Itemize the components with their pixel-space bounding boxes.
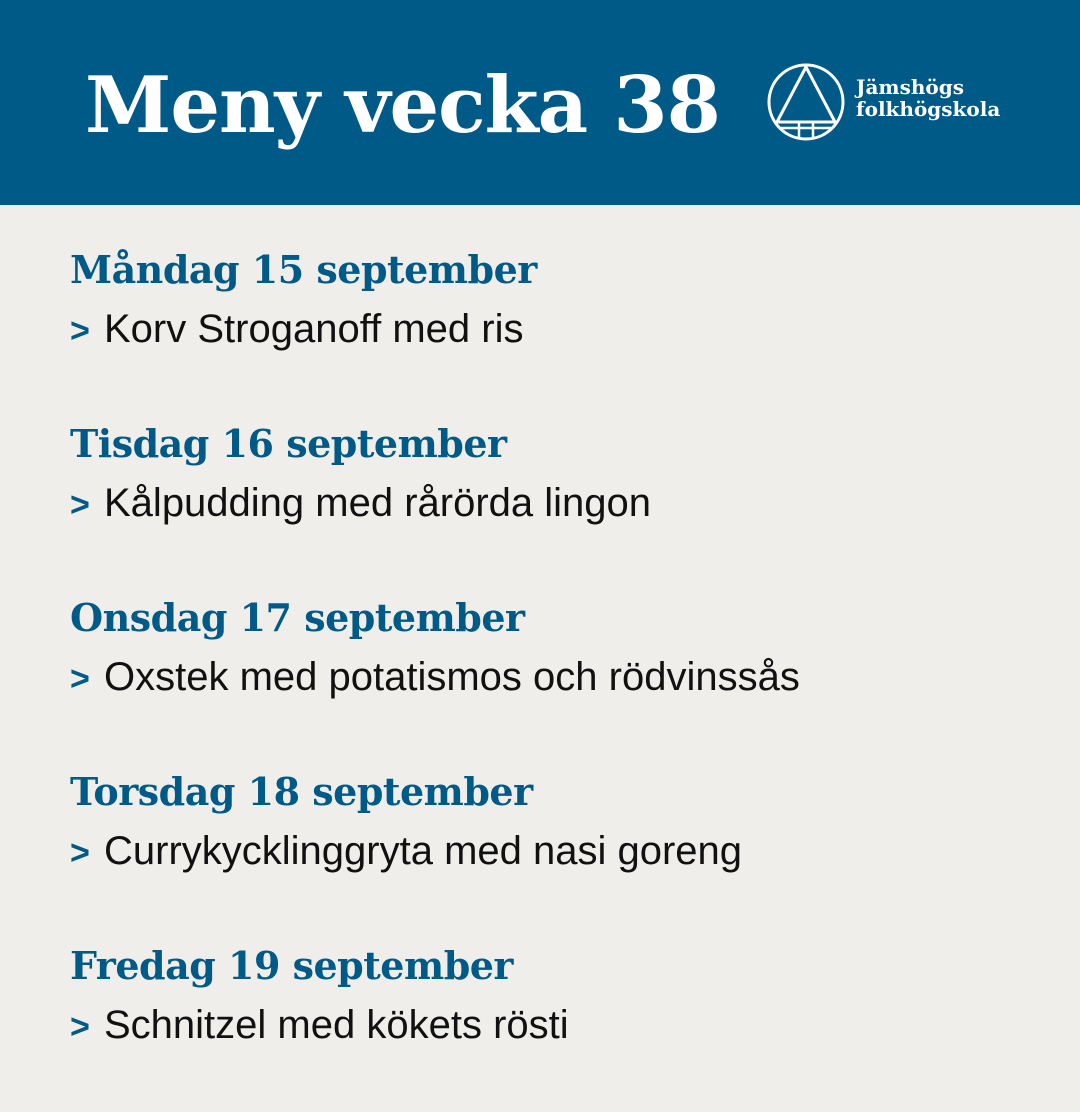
menu-day-wednesday xyxy=(70,590,1030,764)
logo-wordmark xyxy=(856,76,1000,120)
logo-line-2: folkhögskola xyxy=(856,97,1001,121)
menu-day-friday xyxy=(70,938,1030,1112)
menu-day-monday xyxy=(70,242,1030,416)
menu-day-thursday xyxy=(70,764,1030,938)
bullet-arrow: > xyxy=(70,1008,90,1046)
dish-name: Currykycklinggryta med nasi goreng xyxy=(104,829,743,873)
triangle-in-circle-logo-icon xyxy=(766,62,846,142)
dish-name: Schnitzel med kökets rösti xyxy=(104,1003,569,1047)
dish-line xyxy=(70,820,1030,884)
logo-line-1: Jämshögs xyxy=(856,75,964,99)
dish-line xyxy=(70,298,1030,362)
dish-line xyxy=(70,646,1030,710)
bullet-arrow: > xyxy=(70,486,90,524)
day-heading: Tisdag 16 september xyxy=(70,421,507,466)
bullet-arrow: > xyxy=(70,312,90,350)
school-logo xyxy=(766,62,1026,144)
dish-line xyxy=(70,994,1030,1058)
bullet-arrow: > xyxy=(70,660,90,698)
day-heading: Fredag 19 september xyxy=(70,943,513,988)
dish-name: Korv Stroganoff med ris xyxy=(104,307,524,351)
menu-day-tuesday xyxy=(70,416,1030,590)
day-heading: Onsdag 17 september xyxy=(70,595,525,640)
dish-name: Kålpudding med rårörda lingon xyxy=(104,481,652,525)
page-title: Meny vecka 38 xyxy=(85,60,720,151)
day-heading: Måndag 15 september xyxy=(70,247,537,292)
day-heading: Torsdag 18 september xyxy=(70,769,533,814)
bullet-arrow: > xyxy=(70,834,90,872)
dish-name: Oxstek med potatismos och rödvinssås xyxy=(104,655,800,699)
weekly-menu xyxy=(70,242,1030,1112)
dish-line xyxy=(70,472,1030,536)
header-banner xyxy=(0,0,1080,205)
